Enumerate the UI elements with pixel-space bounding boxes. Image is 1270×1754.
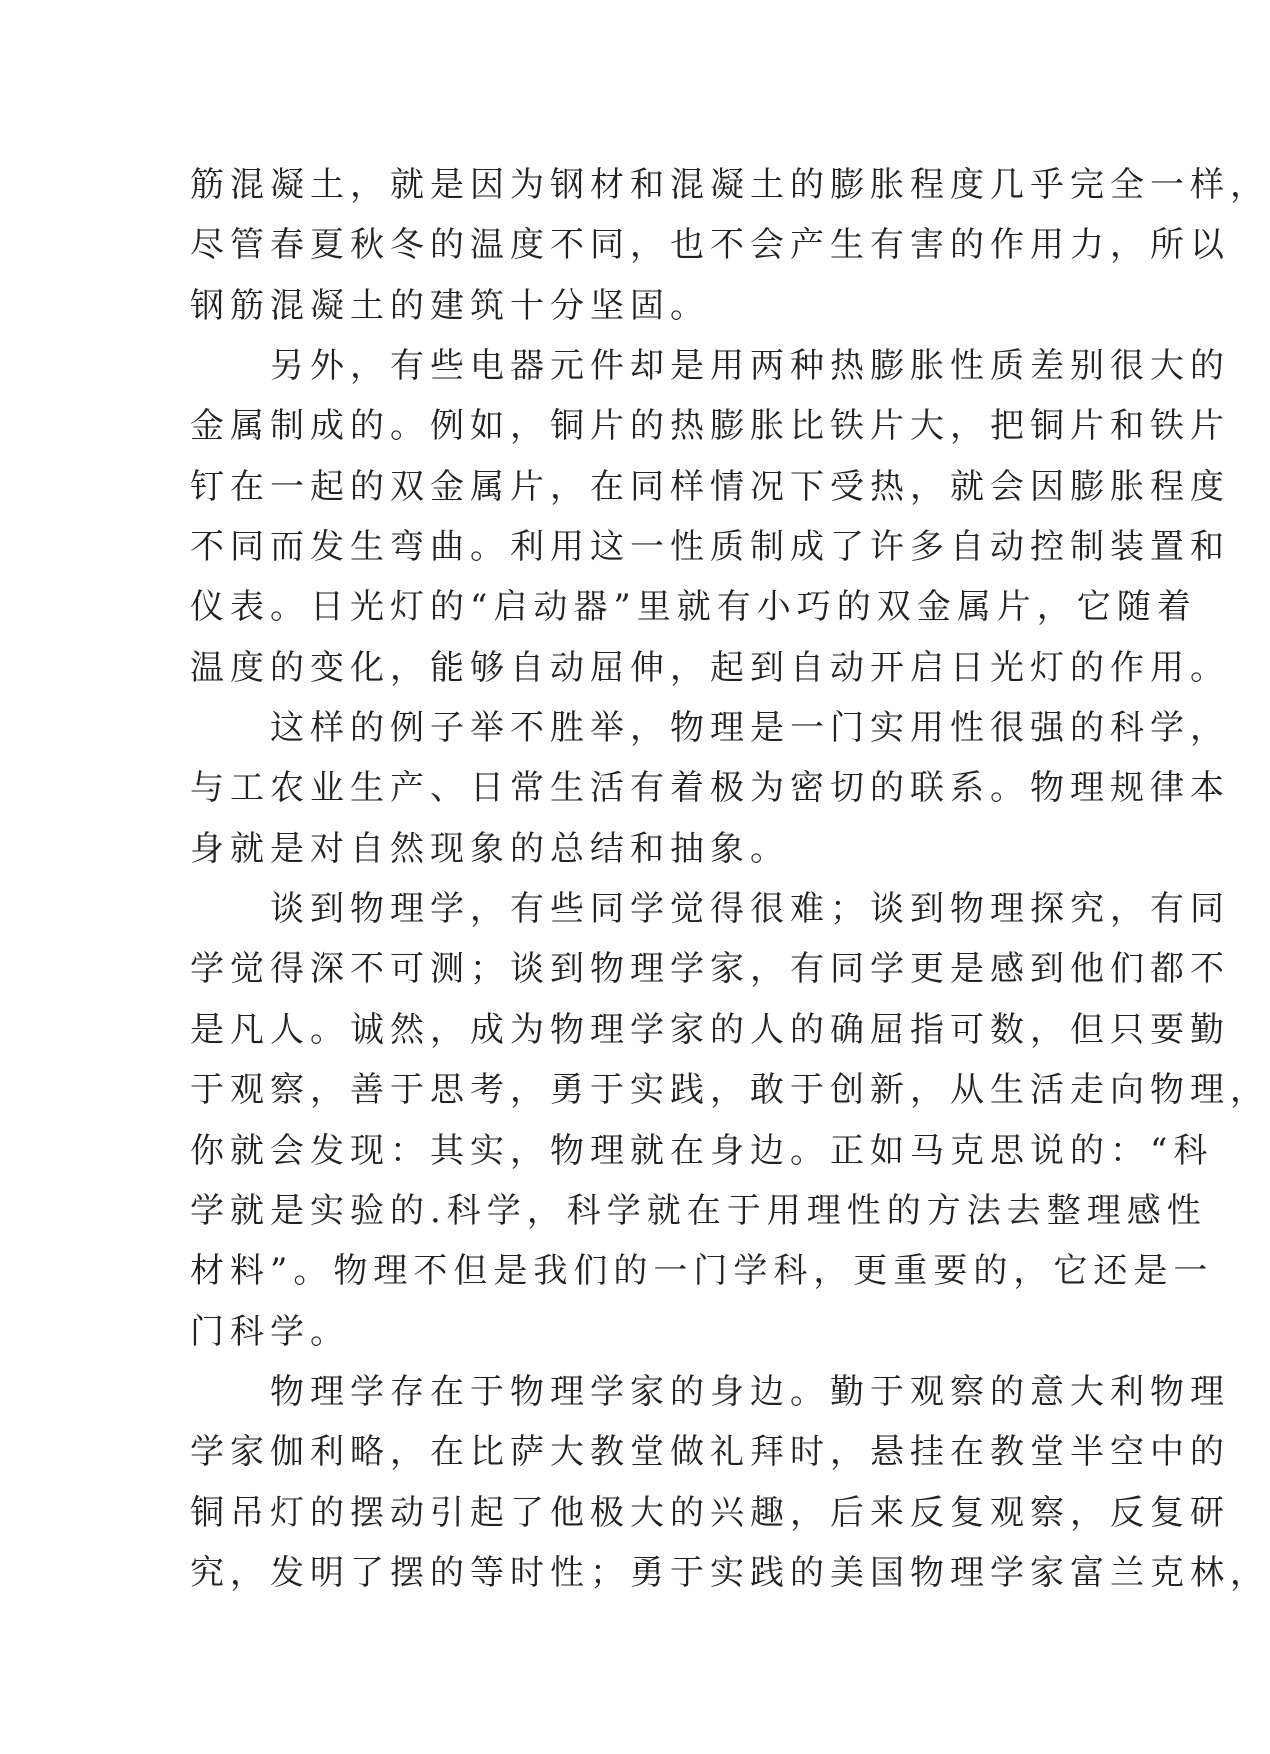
- text-line: 不同而发生弯曲。利用这一性质制成了许多自动控制装置和: [190, 527, 1230, 568]
- text-line: 学就是实验的.科学，科学就在于用理性的方法去整理感性: [190, 1190, 1207, 1231]
- text-line: 另外，有些电器元件却是用两种热膨胀性质差别很大的: [190, 346, 1230, 387]
- text-line: 谈到物理学，有些同学觉得很难；谈到物理探究，有同: [190, 889, 1230, 930]
- text-line: 铜吊灯的摆动引起了他极大的兴趣，后来反复观察，反复研: [190, 1492, 1230, 1533]
- text-line: 物理学存在于物理学家的身边。勤于观察的意大利物理: [190, 1371, 1230, 1412]
- text-line: 是凡人。诚然，成为物理学家的人的确屈指可数，但只要勤: [190, 1009, 1230, 1050]
- text-line: 身就是对自然现象的总结和抽象。: [190, 828, 790, 869]
- text-line: 金属制成的。例如，铜片的热膨胀比铁片大，把铜片和铁片: [190, 406, 1230, 447]
- body-text: [190, 155, 1270, 1603]
- text-line: 究，发明了摆的等时性；勇于实践的美国物理学家富兰克林，: [190, 1552, 1270, 1593]
- text-line: 材料”。物理不但是我们的一门学科，更重要的，它还是一: [190, 1251, 1214, 1292]
- text-line: 筋混凝土，就是因为钢材和混凝土的膨胀程度几乎完全一样，: [190, 165, 1270, 205]
- text-line: 与工农业生产、日常生活有着极为密切的联系。物理规律本: [190, 768, 1230, 809]
- text-line: 于观察，善于思考，勇于实践，敢于创新，从生活走向物理，: [190, 1070, 1270, 1111]
- text-line: 这样的例子举不胜举，物理是一门实用性很强的科学，: [190, 708, 1230, 749]
- text-line: 尽管春夏秋冬的温度不同，也不会产生有害的作用力，所以: [190, 225, 1230, 266]
- text-line: 你就会发现：其实，物理就在身边。正如马克思说的：“科: [190, 1130, 1214, 1171]
- text-line: 门科学。: [190, 1311, 350, 1352]
- text-line: 钢筋混凝土的建筑十分坚固。: [190, 285, 710, 326]
- text-line: 温度的变化，能够自动屈伸，起到自动开启日光灯的作用。: [190, 647, 1230, 688]
- text-line: 学家伽利略，在比萨大教堂做礼拜时，悬挂在教堂半空中的: [190, 1432, 1230, 1473]
- text-line: 仪表。日光灯的“启动器”里就有小巧的双金属片，它随着: [190, 587, 1197, 628]
- text-line: 学觉得深不可测；谈到物理学家，有同学更是感到他们都不: [190, 949, 1230, 990]
- text-line: 钉在一起的双金属片，在同样情况下受热，就会因膨胀程度: [190, 466, 1230, 507]
